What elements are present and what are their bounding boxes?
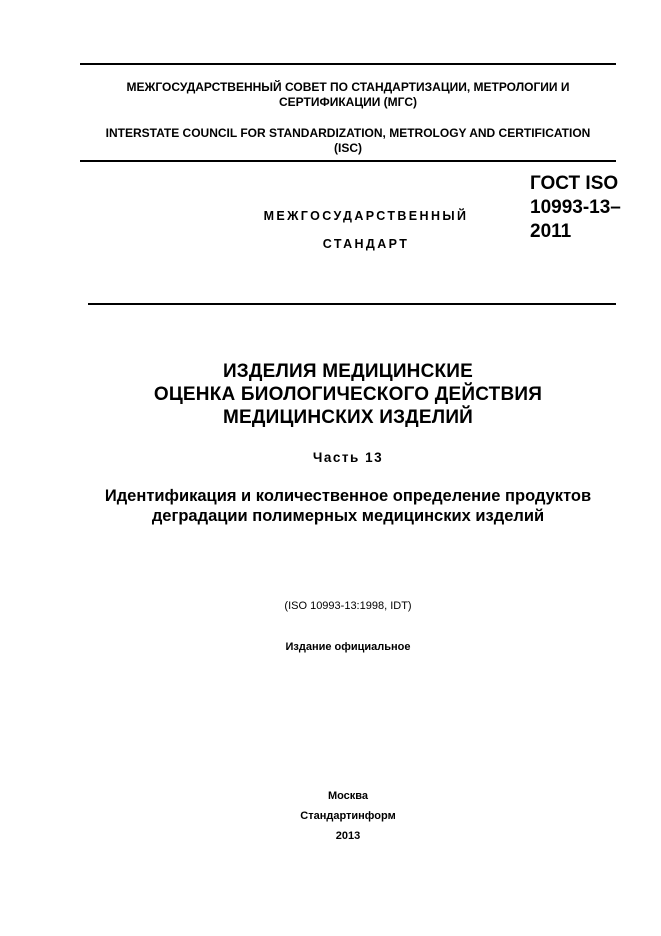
council-name-en: INTERSTATE COUNCIL FOR STANDARDIZATION, METROLOGY AND CERTIFICATION (ISC) [105, 126, 591, 155]
standard-code [530, 172, 655, 244]
edition-label: Издание официальное [285, 641, 411, 653]
standard-code-line1: ГОСТ ISO [530, 173, 619, 194]
council-rule [80, 160, 616, 162]
standard-type [236, 202, 496, 258]
title-line3: МЕДИЦИНСКИХ ИЗДЕЛИЙ [222, 407, 474, 428]
top-rule [80, 63, 616, 65]
imprint-year: 2013 [335, 830, 361, 842]
document-title [60, 360, 636, 429]
subtitle-line1: Идентификация и количественное определение продуктов [104, 487, 592, 505]
document-subtitle [40, 486, 656, 526]
imprint-publisher: Стандартинформ [300, 810, 396, 822]
standard-code-line3: 2011 [530, 221, 572, 242]
standard-type-line2: СТАНДАРТ [322, 237, 410, 251]
standard-code-line2: 10993-13– [530, 197, 621, 218]
subtitle-line2: деградации полимерных медицинских изделий [151, 507, 545, 525]
title-line1: ИЗДЕЛИЯ МЕДИЦИНСКИЕ [222, 361, 474, 382]
part-label: Часть 13 [312, 450, 384, 465]
imprint-city: Москва [327, 790, 369, 802]
council-name-ru: МЕЖГОСУДАРСТВЕННЫЙ СОВЕТ ПО СТАНДАРТИЗАЦИИ, МЕТРОЛОГИИ И СЕРТИФИКАЦИИ (МГС) [126, 80, 570, 109]
separator-rule [88, 303, 616, 305]
iso-reference: (ISO 10993-13:1998, IDT) [284, 600, 412, 612]
standard-type-line1: МЕЖГОСУДАРСТВЕННЫЙ [263, 209, 469, 223]
title-line2: ОЦЕНКА БИОЛОГИЧЕСКОГО ДЕЙСТВИЯ [153, 384, 543, 405]
